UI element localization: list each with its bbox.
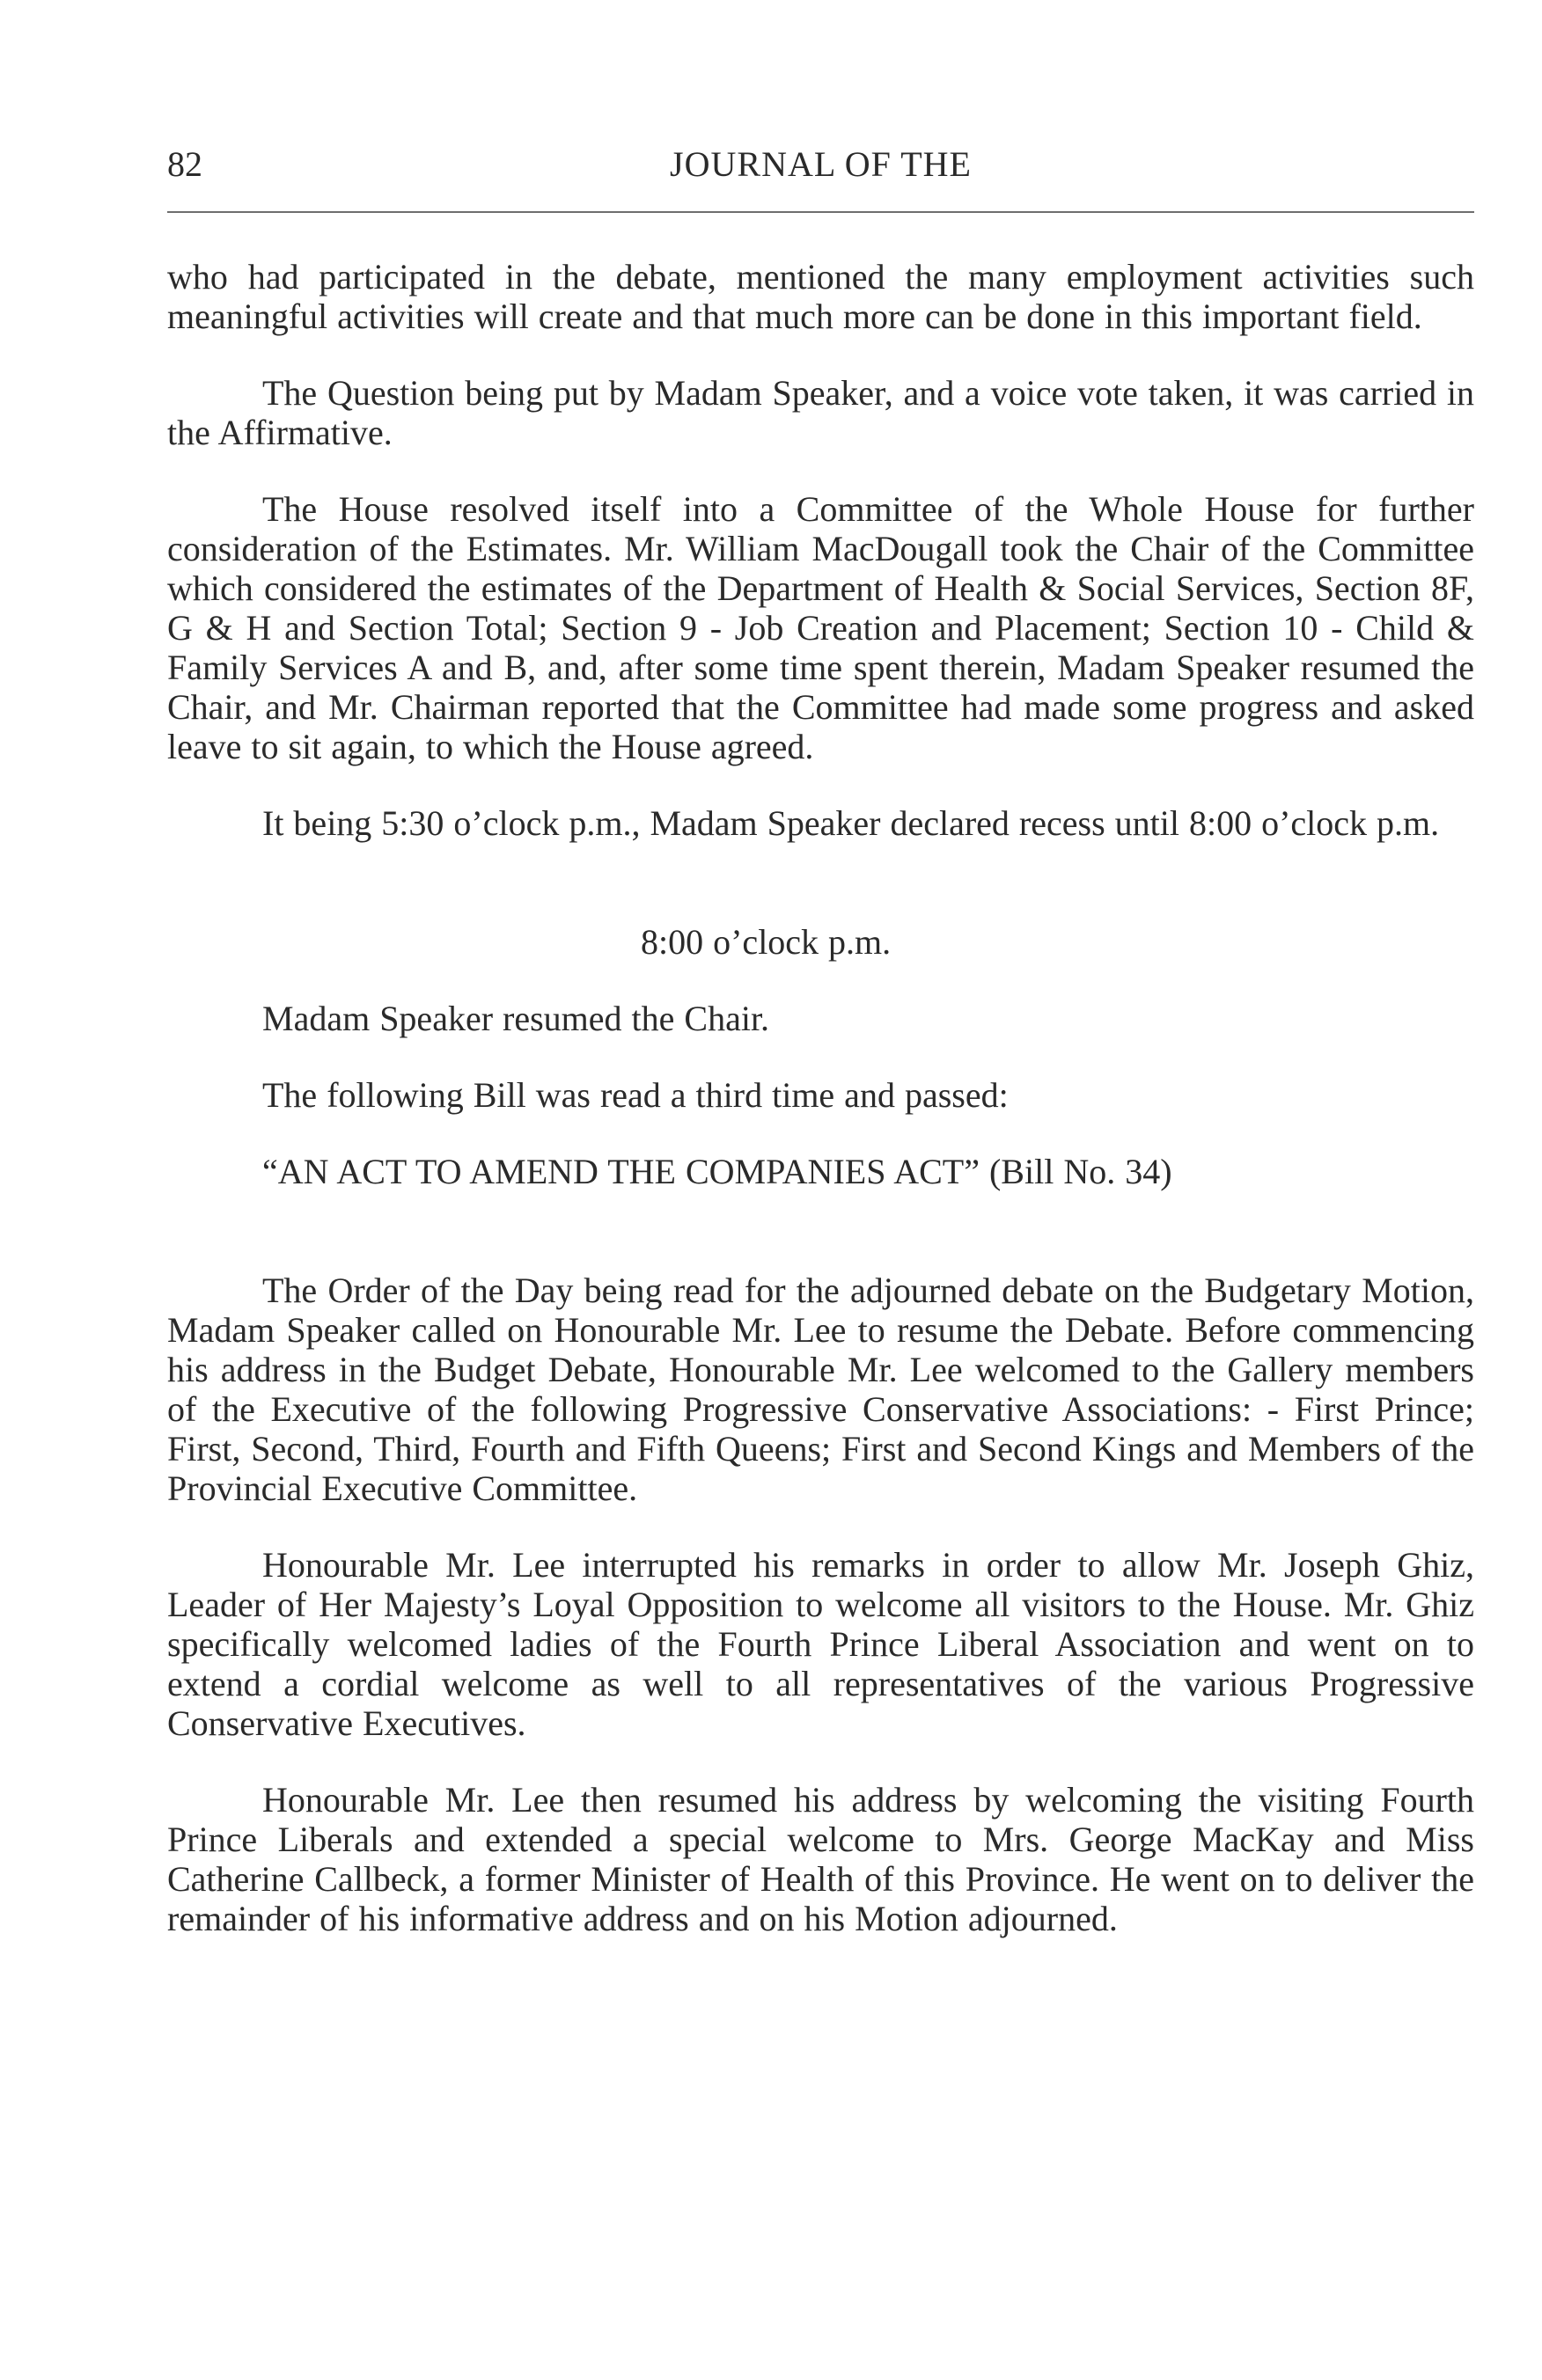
page-body xyxy=(167,257,1474,1975)
session-time-heading: 8:00 o’clock p.m. xyxy=(641,922,892,962)
paragraph-committee-of-the-whole: The House resolved itself into a Committee of the Whole House for further consideration of the Estimates. Mr. William MacDougall took the Chair of the Committee which considered the estimates of the Department of Health & Social Services, Section 8F, G & H and Section Total; Section 9 - Job Creation and Placement; Section 10 - Child & Family Services A and B, and, after some time spent therein, Madam Speaker resumed the Chair, and Mr. Chairman reported that the Committee had made some progress and asked leave to sit again, to which the House agreed. xyxy=(167,489,1474,766)
paragraph-speaker-resumed: Madam Speaker resumed the Chair. xyxy=(262,999,770,1038)
paragraph-lee-resumed: Honourable Mr. Lee then resumed his address by welcoming the visiting Fourth Prince Liberals and extended a special welcome to Mrs. George MacKay and Miss Catherine Callbeck, a former Minister of Health of this Province. He went on to deliver the remainder of his informative address and on his Motion adjourned. xyxy=(167,1780,1474,1938)
paragraph-recess: It being 5:30 o’clock p.m., Madam Speaker declared recess until 8:00 o’clock p.m. xyxy=(262,803,1440,843)
paragraph-continuation: who had participated in the debate, mentioned the many employment activities such meaningful activities will create and that much more can be done in this important field. xyxy=(167,257,1474,336)
paragraph-question-carried: The Question being put by Madam Speaker, and a voice vote taken, it was carried in the Affirmative. xyxy=(167,373,1474,452)
page-header xyxy=(167,143,1474,187)
paragraph-ghiz-welcome: Honourable Mr. Lee interrupted his remarks in order to allow Mr. Joseph Ghiz, Leader of Her Majesty’s Loyal Opposition to welcome all visitors to the House. Mr. Ghiz specifically welcomed ladies of the Fourth Prince Liberal Association and went on to extend a cordial welcome as well to all representatives of the various Progressive Conservative Executives. xyxy=(167,1545,1474,1743)
header-rule xyxy=(167,211,1474,213)
paragraph-bill-third-reading: The following Bill was read a third time and passed: xyxy=(262,1075,1009,1115)
bill-title: “AN ACT TO AMEND THE COMPANIES ACT” (Bill No. 34) xyxy=(262,1152,1172,1191)
page-number: 82 xyxy=(167,144,202,184)
paragraph-budget-debate: The Order of the Day being read for the adjourned debate on the Budgetary Motion, Madam Speaker called on Honourable Mr. Lee to resume the Debate. Before commencing his address in the Budget Debate, Honourable Mr. Lee welcomed to the Gallery members of the Executive of the following Progressive Conservative Associations: - First Prince; First, Second, Third, Fourth and Fifth Queens; First and Second Kings and Members of the Provincial Executive Committee. xyxy=(167,1271,1474,1508)
running-head: JOURNAL OF THE xyxy=(670,144,972,184)
journal-page xyxy=(167,0,1474,2380)
